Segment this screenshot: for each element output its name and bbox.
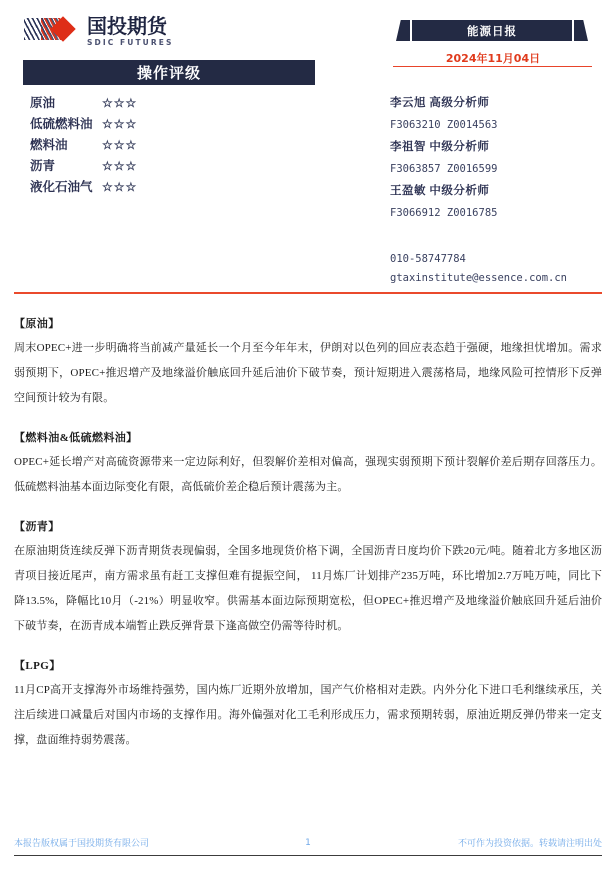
footer-copyright: 本报告版权属于国投期货有限公司 [14,839,150,849]
analyst-license-code: F3063857 Z0016599 [390,163,498,175]
company-logo [24,16,173,48]
section-paragraph: OPEC+延长增产对高硫资源带来一定边际利好，但裂解价差相对偏高，强现实弱预期下预计裂解价差后期存回落压力。低硫燃料油基本面边际变化有限，高低硫价差企稳后预计震荡为主。 [14,456,602,493]
rating-commodity-name: 燃料油 [30,138,68,152]
logo-wordmark [87,16,173,48]
logo-diamond-icon [24,16,82,42]
report-body [14,312,602,768]
contact-info [390,250,605,288]
section-paragraph: 周末OPEC+进一步明确将当前减产量延长一个月至今年年末，伊朗对以色列的回应表态趋于强硬，地缘担忧增加。需求弱预期下，OPEC+推迟增产及地缘溢价触底回升延后油价下破节奏，预计短期进入震荡格局，地缘风险可控情形下反弹空间预计较为有限。 [14,342,602,404]
analyst-license-code: F3066912 Z0016785 [390,207,498,219]
rating-row [30,114,330,135]
section-heading: 【LPG】 [14,660,61,672]
rating-stars: ☆☆☆ [102,138,138,152]
rating-commodity-name: 沥青 [30,159,56,173]
rating-row [30,177,330,198]
rating-row [30,135,330,156]
section-heading: 【沥青】 [14,521,60,533]
section-bitumen [14,515,602,639]
report-header [0,0,615,284]
analyst-list [390,92,605,224]
section-crude-oil [14,312,602,411]
banner-right-tip [574,20,588,41]
report-type-banner [396,20,590,41]
report-date: 2024年11月04日 [445,52,541,65]
analyst-name: 李祖智 中级分析师 [390,141,490,153]
section-fuel-oil [14,426,602,500]
analyst-name: 王盈敏 中级分析师 [390,185,490,197]
banner-left-tip [396,20,410,41]
rating-row [30,93,330,114]
rating-commodity-name: 原油 [30,96,56,110]
section-paragraph: 在原油期货连续反弹下沥青期货表现偏弱，全国多地现货价格下调，全国沥青日度均价下跌20元/吨。随着北方多地区沥青项目接近尾声，南方需求虽有赶工支撑但难有提振空间， 11月炼厂计划排产235万吨，环比增加2.7万吨万吨，同比下降13.5%，降幅比10月（-21%）明显收窄。供需基本面边际预期宽松，但OPEC+推迟增产及地缘溢价触底回升延后油价下破节奏，在沥青成本端暂止跌反弹背景下逢高做空仍需等待时机。 [14,545,602,632]
section-paragraph: 11月CP高开支撑海外市场维持强势，国内炼厂近期外放增加，国产气价格相对走跌。内外分化下进口毛利继续承压，关注后续进口减量后对国内市场的支撑作用。海外偏强对化工毛利形成压力，需求预期转弱，原油近期反弹仍带来一定支撑，盘面维持弱势震荡。 [14,684,602,746]
section-heading: 【燃料油&低硫燃料油】 [14,432,138,444]
section-lpg [14,654,602,753]
footer-page-number: 1 [305,837,311,848]
operation-rating-title: 操作评级 [23,60,315,85]
banner-label: 能源日报 [412,20,572,41]
analyst-license-code: F3063210 Z0014563 [390,119,498,131]
footer-disclaimer: 不可作为投资依据。转载请注明出处 [457,839,602,849]
section-heading: 【原油】 [14,318,60,330]
logo-company-name-cn: 国投期货 [87,14,167,38]
contact-phone: 010-58747784 [390,253,466,265]
operation-rating-list [30,93,330,198]
rating-commodity-name: 低硫燃料油 [30,117,93,131]
footer-divider [14,855,602,856]
logo-company-name-en: SDIC FUTURES [87,38,174,47]
date-underline-divider [393,66,592,67]
analyst-name: 李云旭 高级分析师 [390,97,490,109]
rating-row [30,156,330,177]
contact-email: gtaxinstitute@essence.com.cn [390,272,568,284]
rating-stars: ☆☆☆ [102,117,138,131]
header-divider [14,292,602,294]
page-footer [14,836,602,849]
rating-stars: ☆☆☆ [102,159,138,173]
rating-stars: ☆☆☆ [102,180,138,194]
rating-commodity-name: 液化石油气 [30,180,93,194]
rating-stars: ☆☆☆ [102,96,138,110]
